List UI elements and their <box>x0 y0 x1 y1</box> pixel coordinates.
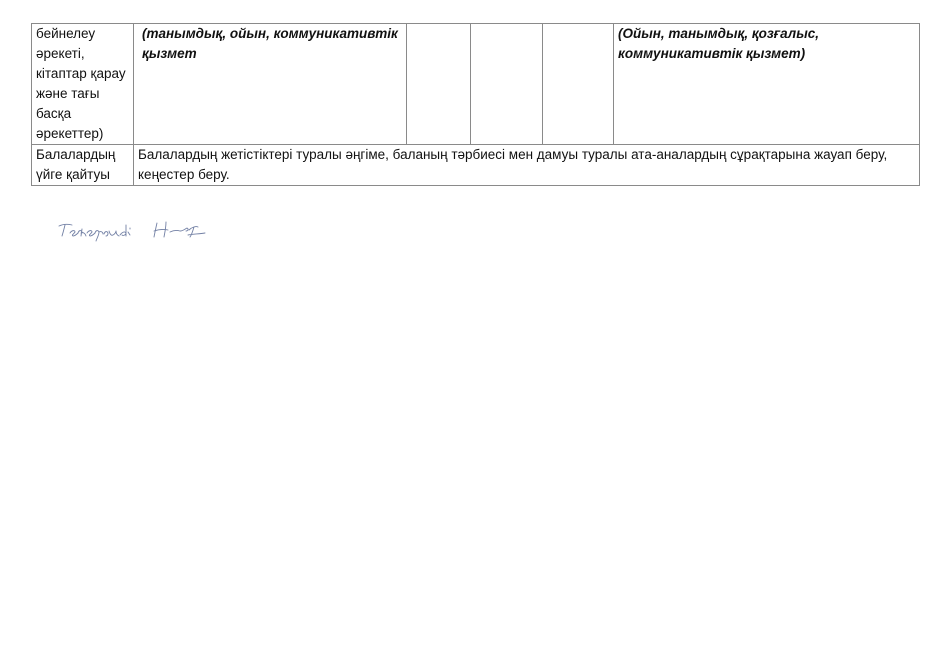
home-text-cell <box>134 145 920 186</box>
activities-col2-cell <box>134 24 407 145</box>
table-row-home <box>32 145 920 186</box>
home-text: Балалардың жетістіктері туралы әңгіме, баланың тәрбиесі мен дамуы туралы ата-аналардың сұрақтарына жауап беру, кеңестер беру. <box>138 147 888 182</box>
home-label-cell <box>32 145 134 186</box>
signature-image <box>56 215 216 243</box>
activities-col6-text: (Ойын, танымдық, қозғалыс, коммуникативтік қызмет) <box>618 26 819 61</box>
activities-col4-cell <box>471 24 543 145</box>
activities-col6-cell <box>614 24 920 145</box>
plan-table <box>31 23 920 186</box>
home-label: Балалардың үйге қайтуы <box>36 147 116 182</box>
activities-label-cell <box>32 24 134 145</box>
activities-col5-cell <box>543 24 614 145</box>
table-row-activities <box>32 24 920 145</box>
activities-col3-cell <box>407 24 471 145</box>
activities-col2-text: (танымдық, ойын, коммуникативтік қызмет <box>142 26 398 61</box>
activities-label: бейнелеу әрекеті, кітаптар қарау және тағы басқа әрекеттер) <box>36 26 126 141</box>
